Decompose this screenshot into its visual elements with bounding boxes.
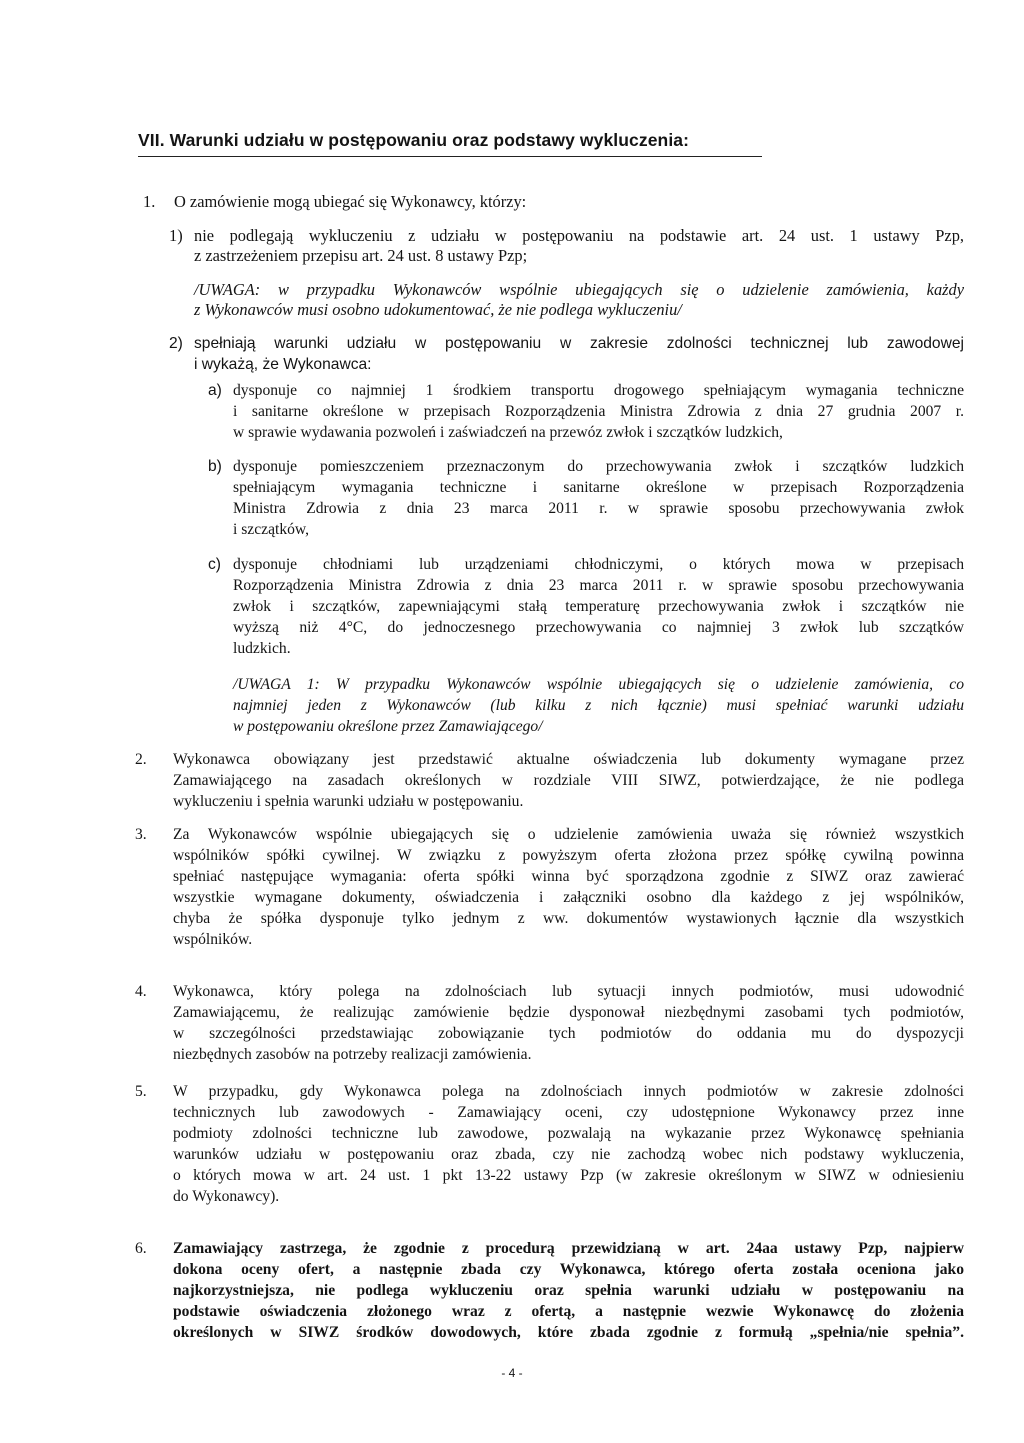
line: W przypadku, gdy Wykonawca polega na zdolnościach innych podmiotów w zakresie zdolności bbox=[173, 1083, 964, 1100]
point-c-letter: c) bbox=[208, 556, 221, 573]
line: niezbędnych zasobów na potrzeby realizacji zamówienia. bbox=[173, 1046, 532, 1063]
line: dokona oceny ofert, a następnie zbada czy Wykonawca, którego oferta została oceniona jako bbox=[173, 1261, 964, 1278]
page-number: - 4 - bbox=[501, 1366, 523, 1380]
line: dysponuje pomieszczeniem przeznaczonym do przechowywania zwłok i szczątków ludzkich bbox=[233, 458, 964, 475]
item-3-number: 3. bbox=[135, 826, 147, 843]
line: i szczątków, bbox=[233, 521, 310, 538]
line: ludzkich. bbox=[233, 640, 291, 657]
line: dysponuje chłodniami lub urządzeniami chłodniczymi, o których mowa w przepisach bbox=[233, 556, 964, 573]
line: podmioty zdolności techniczne lub zawodowe, pozwalają na wykazanie przez Wykonawcę spełniania bbox=[173, 1125, 964, 1142]
line: wspólników. bbox=[173, 931, 253, 948]
line: chyba że spółka dysponuje tylko jednym z ww. dokumentów wystawionych łącznie dla wszystkich bbox=[173, 910, 964, 927]
item-5-number: 5. bbox=[135, 1083, 147, 1100]
line: spełniającym wymagania techniczne i sanitarne określone w przepisach Rozporządzenia bbox=[233, 479, 964, 496]
line: /UWAGA 1: W przypadku Wykonawców wspólnie ubiegających się o udzielenie zamówienia, co bbox=[233, 676, 964, 693]
line: podstawie oświadczenia złożonego wraz z ofertą, a następnie wezwie Wykonawcę do złożenia bbox=[173, 1303, 964, 1320]
item-4-text bbox=[173, 981, 964, 1065]
note-2 bbox=[233, 674, 964, 737]
line: Rozporządzenia Ministra Zdrowia z dnia 23 marca 2011 r. w sprawie sposobu przechowywania bbox=[233, 577, 964, 594]
item-1-text: O zamówienie mogą ubiegać się Wykonawcy, którzy: bbox=[174, 192, 527, 211]
line: w postępowaniu określone przez Zamawiającego/ bbox=[233, 718, 543, 735]
sub-item-1-number: 1) bbox=[169, 226, 183, 245]
line: warunków udziału w postępowaniu oraz zbada, czy nie zachodzą wobec nich podstawy wykluczenia, bbox=[173, 1146, 964, 1163]
line: w szczególności przedstawiając zobowiązanie tych podmiotów do oddania mu do dyspozycji bbox=[173, 1025, 964, 1042]
line: z Wykonawców musi osobno udokumentować, że nie podlega wykluczeniu/ bbox=[194, 300, 682, 320]
line: i wykażą, że Wykonawca: bbox=[194, 356, 372, 373]
line: spełniać następujące wymagania: oferta spółki winna być sporządzona zgodnie z SIWZ oraz zawierać bbox=[173, 868, 964, 885]
point-c-text bbox=[233, 554, 964, 659]
line: określonych w SIWZ środków dowodowych, które zbada zgodnie z formułą „spełnia/nie spełnia”. bbox=[173, 1324, 964, 1341]
item-2-number: 2. bbox=[135, 751, 147, 768]
point-b-letter: b) bbox=[208, 458, 222, 475]
section-heading: VII. Warunki udziału w postępowaniu oraz podstawy wykluczenia: bbox=[138, 130, 690, 150]
line: najkorzystniejsza, nie podlega wykluczeniu oraz spełnia warunki udziału w postępowaniu na bbox=[173, 1282, 964, 1299]
item-5-text bbox=[173, 1081, 964, 1207]
item-1-number: 1. bbox=[143, 192, 156, 211]
line: Ministra Zdrowia z dnia 23 marca 2011 r. w sprawie sposobu przechowywania zwłok bbox=[233, 500, 964, 517]
line: Wykonawca, który polega na zdolnościach lub sytuacji innych podmiotów, musi udowodnić bbox=[173, 983, 964, 1000]
line: o których mowa w art. 24 ust. 1 pkt 13-22 ustawy Pzp (w zakresie określonym w SIWZ w odniesieniu bbox=[173, 1167, 964, 1184]
line: Zamawiający zastrzega, że zgodnie z procedurą przewidzianą w art. 24aa ustawy Pzp, najpierw bbox=[173, 1240, 964, 1257]
item-4-number: 4. bbox=[135, 983, 147, 1000]
line: technicznych lub zawodowych - Zamawiający oceni, czy udostępnione Wykonawcy przez inne bbox=[173, 1104, 964, 1121]
line: dysponuje co najmniej 1 środkiem transportu drogowego spełniającym wymagania techniczne bbox=[233, 382, 964, 399]
line: Zamawiającemu, że realizując zamówienie będzie dysponował niezbędnymi zasobami tych podmiotów, bbox=[173, 1004, 964, 1021]
point-b-text bbox=[233, 456, 964, 540]
line: wszystkie wymagane dokumenty, oświadczenia i załączniki osobno dla każdego z jej wspólników, bbox=[173, 889, 964, 906]
line: z zastrzeżeniem przepisu art. 24 ust. 8 ustawy Pzp; bbox=[194, 246, 528, 266]
line: wspólników spółki cywilnej. W związku z powyższym oferta złożona przez spółkę cywilną powinna bbox=[173, 847, 964, 864]
line: i sanitarne określone w przepisach Rozporządzenia Ministra Zdrowia z dnia 27 grudnia 2007 r. bbox=[233, 403, 964, 420]
line: najmniej jeden z Wykonawców (lub kilku z nich łącznie) musi spełniać warunki udziału bbox=[233, 697, 964, 714]
heading-underline bbox=[138, 156, 762, 157]
line: spełniają warunki udziału w postępowaniu w zakresie zdolności technicznej lub zawodowej bbox=[194, 335, 964, 352]
item-2-text bbox=[173, 749, 964, 812]
item-6-text bbox=[173, 1238, 964, 1343]
line: nie podlegają wykluczeniu z udziału w postępowaniu na podstawie art. 24 ust. 1 ustawy Pzp, bbox=[194, 226, 964, 245]
sub-item-2-text bbox=[194, 333, 964, 375]
note-1 bbox=[194, 280, 964, 321]
line: zwłok i szczątków, zapewniającymi stałą temperaturę przechowywania zwłok i szczątków nie bbox=[233, 598, 964, 615]
point-a-letter: a) bbox=[208, 382, 222, 399]
line: wyższą niż 4°C, do jednoczesnego przechowywania co najmniej 3 zwłok lub szczątków bbox=[233, 619, 964, 636]
line: Za Wykonawców wspólnie ubiegających się o udzielenie zamówienia uważa się również wszystkich bbox=[173, 826, 964, 843]
line: w sprawie wydawania pozwoleń i zaświadczeń na przewóz zwłok i szczątków ludzkich, bbox=[233, 424, 783, 441]
line: /UWAGA: w przypadku Wykonawców wspólnie ubiegających się o udzielenie zamówienia, każdy bbox=[194, 280, 964, 299]
sub-item-2-number: 2) bbox=[169, 335, 183, 352]
item-6-number: 6. bbox=[135, 1240, 147, 1257]
sub-item-1-text bbox=[194, 226, 964, 267]
line: wykluczeniu i spełnia warunki udziału w postępowaniu. bbox=[173, 793, 524, 810]
item-3-text bbox=[173, 824, 964, 950]
line: Zamawiającego na zasadach określonych w rozdziale VIII SIWZ, potwierdzające, że nie podlega bbox=[173, 772, 964, 789]
point-a-text bbox=[233, 380, 964, 443]
line: Wykonawca obowiązany jest przedstawić aktualne oświadczenia lub dokumenty wymagane przez bbox=[173, 751, 964, 768]
line: do Wykonawcy). bbox=[173, 1188, 280, 1205]
